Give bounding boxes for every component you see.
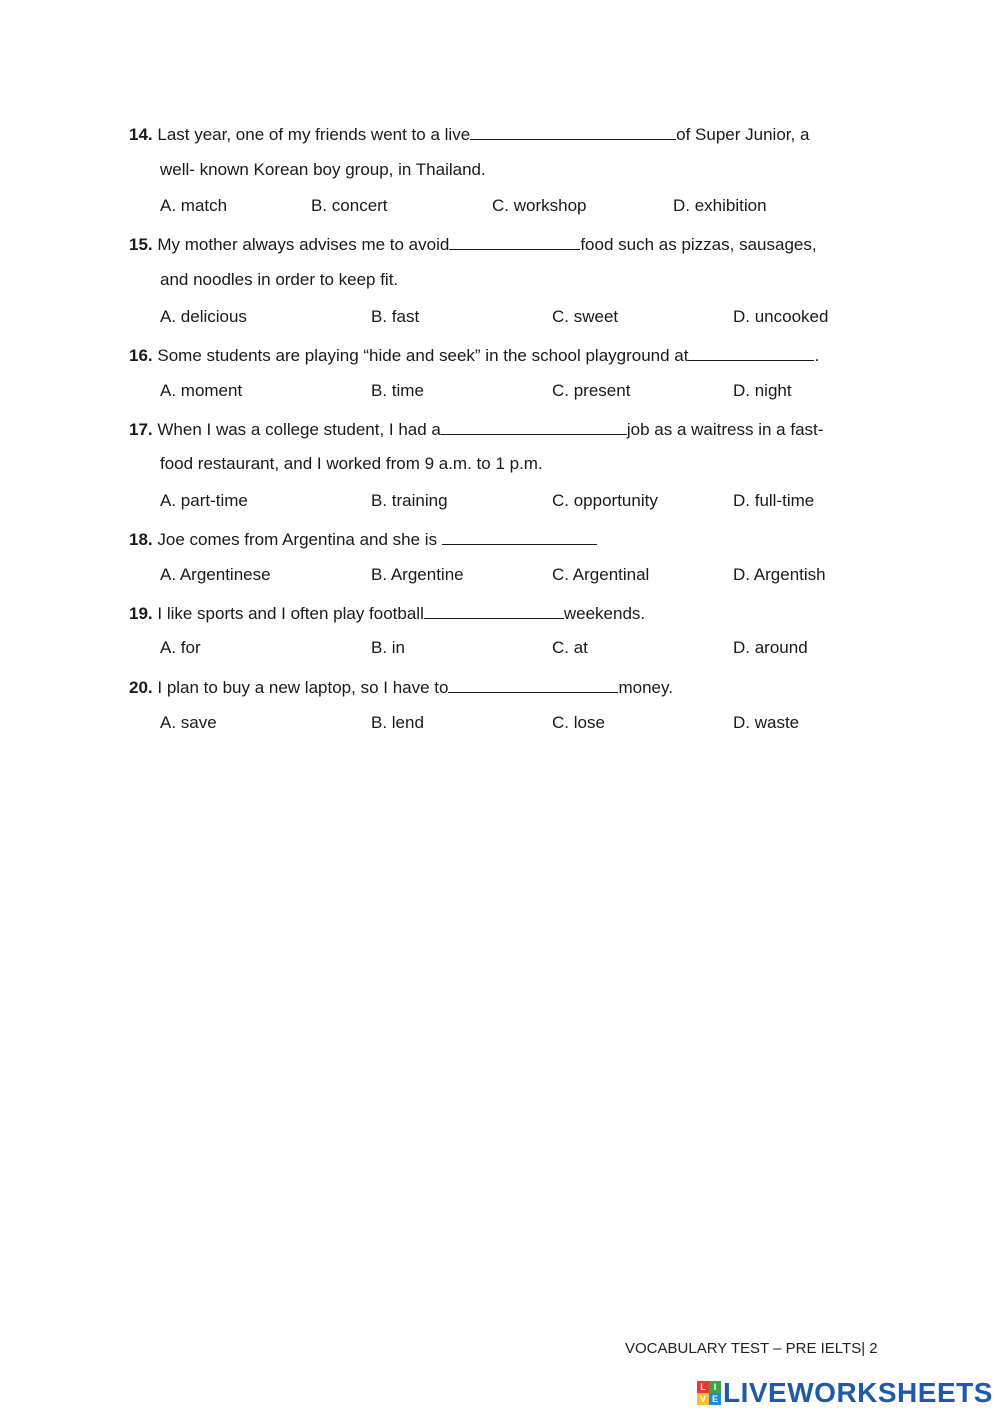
option-d[interactable]: D. full-time bbox=[733, 491, 815, 510]
option-c[interactable]: C. lose bbox=[552, 713, 605, 732]
option-a[interactable]: A. delicious bbox=[160, 307, 247, 326]
answer-blank[interactable] bbox=[449, 232, 580, 250]
question-text: When I was a college student, I had a bbox=[157, 420, 441, 439]
option-d[interactable]: D. uncooked bbox=[733, 307, 829, 326]
question-14 bbox=[129, 122, 869, 146]
option-c[interactable]: C. present bbox=[552, 381, 631, 400]
answer-blank[interactable] bbox=[442, 527, 597, 545]
option-b[interactable]: B. fast bbox=[371, 307, 420, 326]
option-d[interactable]: D. around bbox=[733, 638, 808, 657]
option-d[interactable]: D. Argentish bbox=[733, 565, 826, 584]
option-c[interactable]: C. at bbox=[552, 638, 588, 657]
question-number: 16. bbox=[129, 346, 153, 365]
logo-mark-icon bbox=[697, 1381, 721, 1405]
question-17-line2: food restaurant, and I worked from 9 a.m. to 1 p.m. bbox=[160, 454, 543, 473]
option-a[interactable]: A. save bbox=[160, 713, 217, 732]
question-20 bbox=[129, 675, 869, 699]
page-footer: VOCABULARY TEST – PRE IELTS| 2 bbox=[625, 1340, 878, 1357]
question-text-after: food such as pizzas, sausages, bbox=[580, 235, 817, 254]
logo-mark-letter: L bbox=[697, 1381, 709, 1393]
question-15-line2: and noodles in order to keep fit. bbox=[160, 270, 399, 289]
option-b[interactable]: B. in bbox=[371, 638, 406, 657]
liveworksheets-logo[interactable] bbox=[697, 1376, 993, 1410]
logo-mark-letter: E bbox=[709, 1393, 721, 1405]
option-a[interactable]: A. for bbox=[160, 638, 201, 657]
question-text: I plan to buy a new laptop, so I have to bbox=[157, 678, 449, 697]
question-19 bbox=[129, 601, 869, 625]
option-b[interactable]: B. training bbox=[371, 491, 448, 510]
question-17 bbox=[129, 417, 869, 441]
option-c[interactable]: C. opportunity bbox=[552, 491, 658, 510]
question-text: Joe comes from Argentina and she is bbox=[157, 530, 438, 549]
option-a[interactable]: A. Argentinese bbox=[160, 565, 271, 584]
question-text-after: . bbox=[814, 346, 820, 365]
question-text: I like sports and I often play football bbox=[157, 604, 424, 623]
question-number: 18. bbox=[129, 530, 153, 549]
question-number: 14. bbox=[129, 125, 153, 144]
option-a[interactable]: A. match bbox=[160, 196, 228, 215]
question-14-line2: well- known Korean boy group, in Thailand. bbox=[160, 160, 486, 179]
question-16 bbox=[129, 343, 869, 367]
question-text-after: money. bbox=[618, 678, 673, 697]
option-d[interactable]: D. exhibition bbox=[673, 196, 767, 215]
question-text-after: job as a waitress in a fast- bbox=[626, 420, 824, 439]
logo-mark-letter: V bbox=[697, 1393, 709, 1405]
option-b[interactable]: B. concert bbox=[311, 196, 388, 215]
option-a[interactable]: A. part-time bbox=[160, 491, 248, 510]
option-d[interactable]: D. waste bbox=[733, 713, 800, 732]
answer-blank[interactable] bbox=[448, 675, 618, 693]
answer-blank[interactable] bbox=[688, 343, 814, 361]
answer-blank[interactable] bbox=[441, 417, 627, 435]
question-text-after: weekends. bbox=[563, 604, 646, 623]
answer-blank[interactable] bbox=[424, 601, 564, 619]
question-number: 19. bbox=[129, 604, 153, 623]
option-b[interactable]: B. time bbox=[371, 381, 424, 400]
question-number: 20. bbox=[129, 678, 153, 697]
logo-mark-letter: I bbox=[709, 1381, 721, 1393]
option-b[interactable]: B. lend bbox=[371, 713, 424, 732]
question-number: 15. bbox=[129, 235, 153, 254]
option-c[interactable]: C. Argentinal bbox=[552, 565, 650, 584]
question-text: Some students are playing “hide and seek” in the school playground at bbox=[157, 346, 689, 365]
question-number: 17. bbox=[129, 420, 153, 439]
question-18 bbox=[129, 527, 869, 551]
answer-blank[interactable] bbox=[470, 122, 676, 140]
option-c[interactable]: C. workshop bbox=[492, 196, 587, 215]
option-c[interactable]: C. sweet bbox=[552, 307, 619, 326]
option-b[interactable]: B. Argentine bbox=[371, 565, 464, 584]
question-text-after: of Super Junior, a bbox=[676, 125, 810, 144]
question-text: Last year, one of my friends went to a live bbox=[157, 125, 471, 144]
logo-text: LIVEWORKSHEETS bbox=[723, 1377, 993, 1408]
option-d[interactable]: D. night bbox=[733, 381, 792, 400]
question-15 bbox=[129, 232, 869, 256]
question-text: My mother always advises me to avoid bbox=[157, 235, 450, 254]
option-a[interactable]: A. moment bbox=[160, 381, 243, 400]
